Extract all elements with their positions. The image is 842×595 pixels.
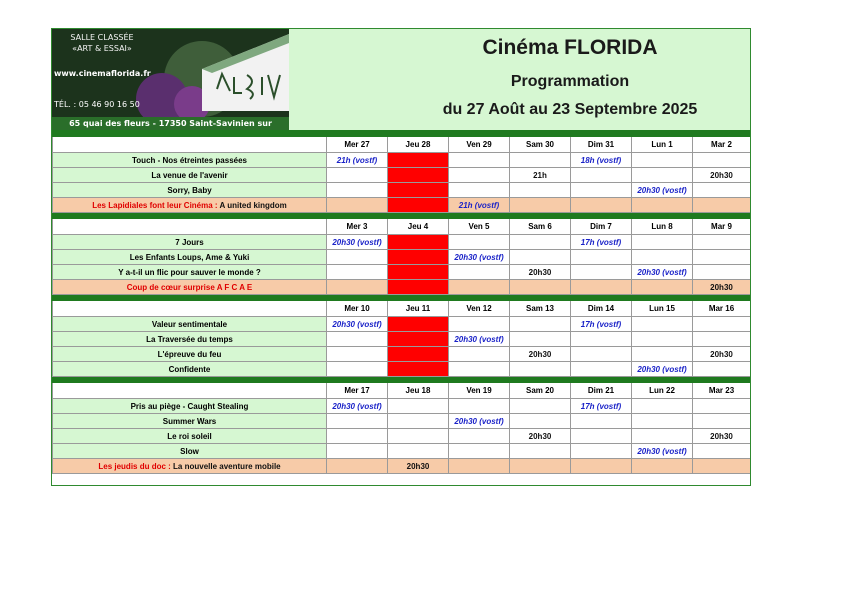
showtime: 20h30 (vostf) xyxy=(637,185,687,195)
day-header: Mar 9 xyxy=(693,219,751,235)
film-title: Slow xyxy=(180,446,199,456)
showtime: 20h30 (vostf) xyxy=(454,416,504,426)
showtime: 17h (vostf) xyxy=(580,401,622,411)
day-header: Dim 7 xyxy=(571,219,632,235)
showtime: 18h (vostf) xyxy=(580,155,622,165)
film-title: Les Enfants Loups, Ame & Yuki xyxy=(129,252,250,262)
showtime: 20h30 (vostf) xyxy=(332,401,382,411)
film-title: La Traversée du temps xyxy=(146,334,233,344)
film-title: La venue de l'avenir xyxy=(151,170,228,180)
showtime: 20h30 (vostf) xyxy=(637,364,687,374)
day-header: Lun 8 xyxy=(632,219,693,235)
film-title: Valeur sentimentale xyxy=(151,319,228,329)
event-label: Les jeudis du doc : xyxy=(98,461,174,471)
logo-line-1: SALLE CLASSÉE xyxy=(70,33,134,42)
phone-number: TÉL. : 05 46 90 16 50 xyxy=(54,100,140,109)
showtime: 21h (vostf) xyxy=(458,200,500,210)
event-label: Coup de cœur surprise A F C A E xyxy=(126,282,253,292)
showtime: 21h xyxy=(533,170,547,180)
day-header: Sam 6 xyxy=(510,219,571,235)
showtime: 20h30 (vostf) xyxy=(332,237,382,247)
day-header: Mar 2 xyxy=(693,137,751,153)
logo-line-2: «ART & ESSAI» xyxy=(72,44,132,53)
showtime: 20h30 (vostf) xyxy=(454,252,504,262)
page-frame xyxy=(51,28,751,486)
film-title: A united kingdom xyxy=(219,200,287,210)
day-header: Lun 1 xyxy=(632,137,693,153)
day-header: Mar 23 xyxy=(693,383,751,399)
film-title: Sorry, Baby xyxy=(167,185,212,195)
film-title: 7 Jours xyxy=(175,237,204,247)
day-header: Ven 5 xyxy=(449,219,510,235)
film-title: Le roi soleil xyxy=(167,431,212,441)
showtime: 20h30 xyxy=(710,431,733,441)
showtime: 20h30 (vostf) xyxy=(637,267,687,277)
film-title: Pris au piège - Caught Stealing xyxy=(130,401,249,411)
showtime: 20h30 xyxy=(710,282,733,292)
day-header: Dim 31 xyxy=(571,137,632,153)
showtime: 20h30 (vostf) xyxy=(637,446,687,456)
film-title: La nouvelle aventure mobile xyxy=(173,461,281,471)
day-header: Ven 29 xyxy=(449,137,510,153)
day-header: Mar 16 xyxy=(693,301,751,317)
day-header: Jeu 4 xyxy=(388,219,449,235)
day-header: Mer 27 xyxy=(327,137,388,153)
film-title: L'épreuve du feu xyxy=(157,349,222,359)
showtime: 21h (vostf) xyxy=(336,155,378,165)
film-title: Touch - Nos étreintes passées xyxy=(132,155,247,165)
day-header: Sam 30 xyxy=(510,137,571,153)
event-label: Les Lapidiales font leur Cinéma : xyxy=(92,200,220,210)
showtime: 17h (vostf) xyxy=(580,319,622,329)
address-bar: 65 quai des fleurs - 17350 Saint-Savinien sur xyxy=(52,117,289,130)
showtime: 20h30 xyxy=(710,349,733,359)
page-title: Cinéma FLORIDA xyxy=(482,36,658,59)
day-header: Dim 21 xyxy=(571,383,632,399)
day-header: Mer 17 xyxy=(327,383,388,399)
film-title: Summer Wars xyxy=(162,416,217,426)
day-header: Jeu 28 xyxy=(388,137,449,153)
film-title: Y a-t-il un flic pour sauver le monde ? xyxy=(118,267,261,277)
day-header: Jeu 18 xyxy=(388,383,449,399)
showtime: 20h30 xyxy=(710,170,733,180)
day-header: Mer 3 xyxy=(327,219,388,235)
showtime: 20h30 (vostf) xyxy=(332,319,382,329)
showtime: 20h30 xyxy=(528,267,552,277)
date-range: du 27 Août au 23 Septembre 2025 xyxy=(442,101,698,118)
day-header: Jeu 11 xyxy=(388,301,449,317)
website-url: www.cinemaflorida.fr xyxy=(54,69,151,78)
day-header: Ven 12 xyxy=(449,301,510,317)
day-header: Mer 10 xyxy=(327,301,388,317)
showtime: 20h30 xyxy=(406,461,430,471)
showtime: 20h30 xyxy=(528,349,552,359)
page-subtitle: Programmation xyxy=(510,73,630,90)
day-header: Lun 15 xyxy=(632,301,693,317)
day-header: Sam 13 xyxy=(510,301,571,317)
showtime: 20h30 (vostf) xyxy=(454,334,504,344)
film-title: Confidente xyxy=(168,364,211,374)
day-header: Lun 22 xyxy=(632,383,693,399)
day-header: Ven 19 xyxy=(449,383,510,399)
showtime: 20h30 xyxy=(528,431,552,441)
day-header: Dim 14 xyxy=(571,301,632,317)
showtime: 17h (vostf) xyxy=(580,237,622,247)
day-header: Sam 20 xyxy=(510,383,571,399)
